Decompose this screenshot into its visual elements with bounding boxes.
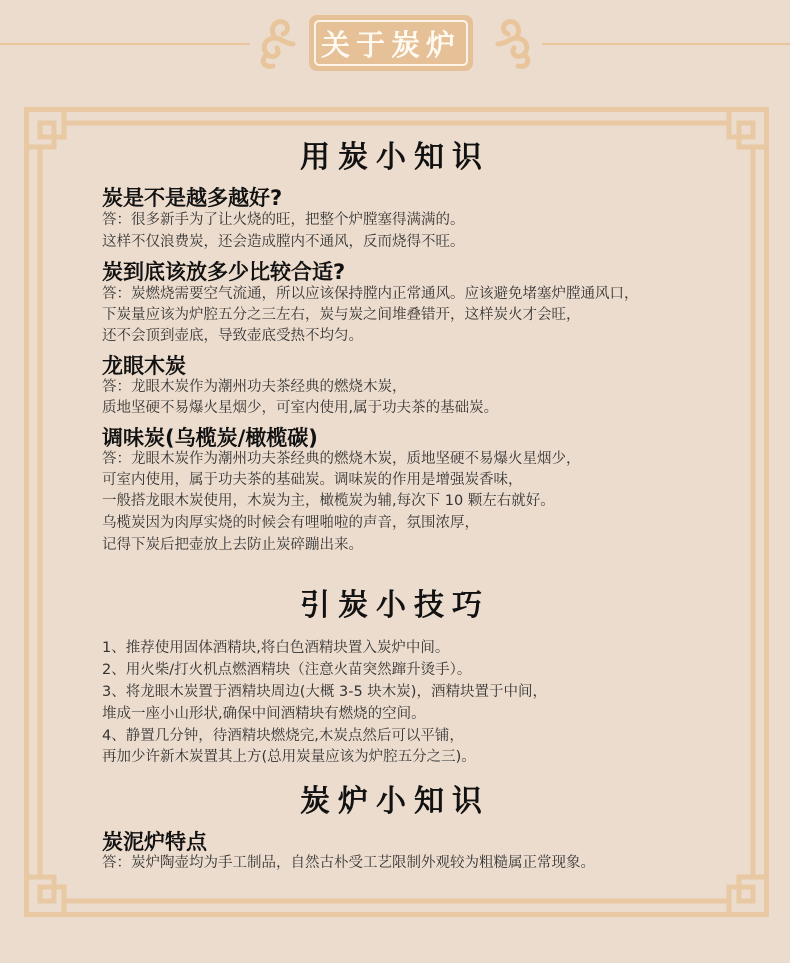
answer-line: 一般搭龙眼木炭使用，木炭为主，橄榄炭为辅,每次下 10 颗左右就好。 xyxy=(102,493,555,509)
answer-line: 答：很多新手为了让火烧的旺，把整个炉膛塞得满满的。 xyxy=(102,212,465,228)
answer-line: 质地坚硬不易爆火星烟少，可室内使用,属于功夫茶的基础炭。 xyxy=(102,400,499,416)
step-line: 2、用火柴/打火机点燃酒精块（注意火苗突然蹿升烫手）。 xyxy=(102,662,472,678)
header-banner xyxy=(309,15,473,71)
answer-line: 还不会顶到壶底，导致壶底受热不均匀。 xyxy=(102,328,363,344)
answer-line: 下炭量应该为炉腔五分之三左右，炭与炭之间堆叠错开，这样炭火才会旺， xyxy=(102,307,581,323)
step-line: 堆成一座小山形状,确保中间酒精块有燃烧的空间。 xyxy=(102,706,426,722)
header-line-left xyxy=(0,43,250,45)
step-line: 再加少许新木炭置其上方(总用炭量应该为炉腔五分之三)。 xyxy=(102,749,476,765)
answer-line: 可室内使用，属于功夫茶的基础炭。调味炭的作用是增强炭香味， xyxy=(102,472,523,488)
answer-line: 答：龙眼木炭作为潮州功夫茶经典的燃烧木炭，质地坚硬不易爆火星烟少， xyxy=(102,451,581,467)
answer-line: 乌榄炭因为肉厚实烧的时候会有哩啪啦的声音，氛围浓厚， xyxy=(102,515,479,531)
answer-line: 这样不仅浪费炭，还会造成膛内不通风，反而烧得不旺。 xyxy=(102,234,465,250)
step-line: 4、静置几分钟，待酒精块燃烧完,木炭点然后可以平铺， xyxy=(102,728,464,744)
question-heading: 调味炭(乌榄炭/橄榄碳) xyxy=(102,426,318,450)
question-heading: 龙眼木炭 xyxy=(102,354,186,378)
answer-line: 答：炭燃烧需要空气流通，所以应该保持膛内正常通风。应该避免堵塞炉膛通风口， xyxy=(102,286,639,302)
cloud-ornament-right-icon xyxy=(492,14,546,72)
answer-line: 答：炭炉陶壶均为手工制品，自然古朴受工艺限制外观较为粗糙属正常现象。 xyxy=(102,855,595,871)
question-heading: 炭到底该放多少比较合适? xyxy=(102,260,346,284)
answer-line: 答：龙眼木炭作为潮州功夫茶经典的燃烧木炭， xyxy=(102,379,407,395)
header-line-right xyxy=(542,43,790,45)
question-heading: 炭泥炉特点 xyxy=(102,830,207,854)
step-line: 3、将龙眼木炭置于酒精块周边(大概 3-5 块木炭)，酒精块置于中间， xyxy=(102,684,547,700)
header-title: 关于炭炉 xyxy=(314,20,468,66)
section-title-stove-knowledge: 炭炉小知识 xyxy=(300,784,490,819)
answer-line: 记得下炭后把壶放上去防止炭碎蹦出来。 xyxy=(102,537,363,553)
cloud-ornament-left-icon xyxy=(245,14,299,72)
section-title-ignition-tips: 引炭小技巧 xyxy=(300,588,490,623)
section-title-charcoal-tips: 用炭小知识 xyxy=(300,140,490,175)
question-heading: 炭是不是越多越好? xyxy=(102,186,283,210)
step-line: 1、推荐使用固体酒精块,将白色酒精块置入炭炉中间。 xyxy=(102,640,450,656)
